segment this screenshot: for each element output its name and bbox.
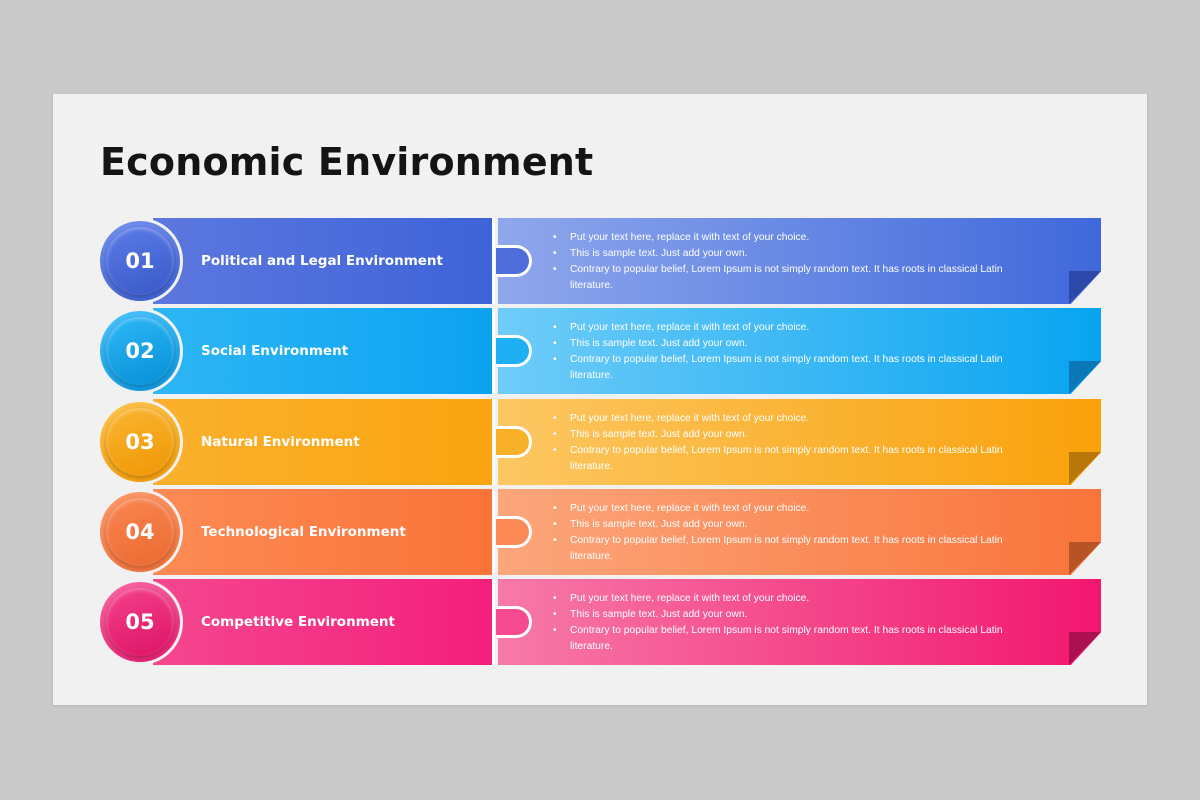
number-badge: 01 [106,227,174,295]
bullet-item: • This is sample text. Just add your own. [553,607,1023,623]
item-label: Competitive Environment [201,614,395,630]
bullet-list [553,501,1023,565]
number-badge: 04 [106,498,174,566]
bullet-item: • Put your text here, replace it with text of your choice. [553,501,1023,517]
list-item-technological [53,489,1147,575]
bullet-item: • Contrary to popular belief, Lorem Ipsum is not simply random text. It has roots in classical Latin literature. [553,623,1023,655]
list-item-social [53,308,1147,394]
bullet-item: • Put your text here, replace it with text of your choice. [553,320,1023,336]
item-label: Technological Environment [201,524,406,540]
bullet-list [553,411,1023,475]
bullet-item: • Contrary to popular belief, Lorem Ipsum is not simply random text. It has roots in classical Latin literature. [553,533,1023,565]
puzzle-knob [496,606,532,638]
bullet-item: • Put your text here, replace it with text of your choice. [553,411,1023,427]
bullet-list [553,320,1023,384]
bullet-item: • Put your text here, replace it with text of your choice. [553,591,1023,607]
slide-title: Economic Environment [100,140,594,184]
bullet-list [553,230,1023,294]
bullet-item: • This is sample text. Just add your own. [553,336,1023,352]
item-label: Natural Environment [201,434,360,450]
bullet-list [553,591,1023,655]
bullet-item: • This is sample text. Just add your own. [553,427,1023,443]
bullet-item: • Put your text here, replace it with text of your choice. [553,230,1023,246]
list-item-competitive [53,579,1147,665]
list-item-political [53,218,1147,304]
puzzle-knob [496,516,532,548]
list-item-natural [53,399,1147,485]
puzzle-knob [496,335,532,367]
bullet-item: • Contrary to popular belief, Lorem Ipsum is not simply random text. It has roots in classical Latin literature. [553,352,1023,384]
item-label: Social Environment [201,343,349,359]
number-badge: 02 [106,317,174,385]
item-label: Political and Legal Environment [201,253,443,269]
bullet-item: • Contrary to popular belief, Lorem Ipsum is not simply random text. It has roots in classical Latin literature. [553,262,1023,294]
puzzle-knob [496,245,532,277]
number-badge: 03 [106,408,174,476]
bullet-item: • Contrary to popular belief, Lorem Ipsum is not simply random text. It has roots in classical Latin literature. [553,443,1023,475]
bullet-item: • This is sample text. Just add your own. [553,517,1023,533]
bullet-item: • This is sample text. Just add your own. [553,246,1023,262]
number-badge: 05 [106,588,174,656]
puzzle-knob [496,426,532,458]
slide [53,94,1147,705]
